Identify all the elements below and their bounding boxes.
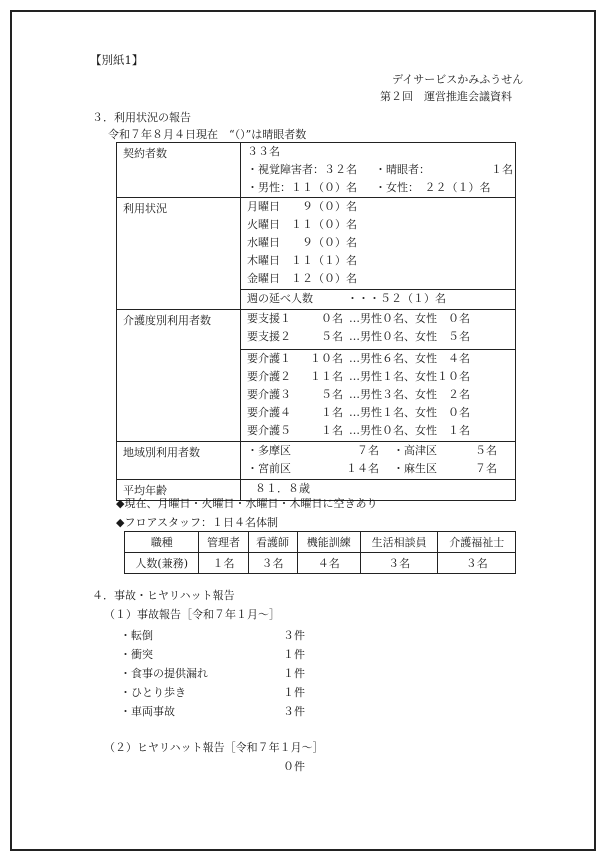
accident-item: ・転倒 — [120, 629, 153, 642]
staff-header: 機能訓練 — [297, 532, 360, 553]
age-label: 平均年齢 — [117, 480, 241, 501]
care-level: 要介護１ — [247, 352, 291, 365]
staff-header: 生活相談員 — [360, 532, 438, 553]
contract-label: 契約者数 — [117, 143, 241, 198]
weekly-row — [241, 290, 515, 308]
care-count: ５名 — [321, 388, 343, 401]
vacancy-note: ◆現在、月曜日・火曜日・水曜日・木曜日に空きあり — [116, 497, 378, 510]
section4-heading: ４．事故・ヒヤリハット報告 — [92, 589, 235, 602]
care-count: ５名 — [321, 330, 343, 343]
staff-value: ３名 — [438, 553, 516, 574]
care-male: …男性０名、 — [349, 330, 415, 343]
accident-item: ・衝突 — [120, 648, 153, 661]
accident-item: ・食事の提供漏れ — [120, 667, 208, 680]
care-male: …男性１名、 — [349, 406, 415, 419]
care-count: １０名 — [310, 352, 343, 365]
day-row: 木曜日 １１（１）名 — [247, 254, 357, 267]
usage-label: 利用状況 — [117, 198, 241, 310]
meeting-title: 第２回 運営推進会議資料 — [380, 90, 512, 103]
care-male: …男性３名、 — [349, 388, 415, 401]
section3-heading: ３．利用状況の報告 — [92, 111, 191, 124]
region-name: ・高津区 — [393, 444, 437, 457]
care-level: 要介護３ — [247, 388, 291, 401]
care-female: 女性 １名 — [415, 424, 470, 437]
region-row — [241, 460, 515, 478]
care-female: 女性 ２名 — [415, 388, 470, 401]
care-level: 要介護５ — [247, 424, 291, 437]
staff-header: 介護福祉士 — [438, 532, 516, 553]
region-count: ５名 — [475, 444, 497, 457]
accident-count: １件 — [283, 648, 305, 661]
accident-heading: （１）事故報告［令和７年１月～］ — [104, 608, 280, 621]
region-count: ７名 — [357, 444, 379, 457]
care-female: 女性 ５名 — [415, 330, 470, 343]
attachment-label: 【別紙1】 — [90, 53, 144, 67]
accident-item: ・ひとり歩き — [120, 686, 186, 699]
accident-count: １件 — [283, 686, 305, 699]
staff-note: ◆フロアスタッフ：１日４名体制 — [116, 516, 279, 529]
hiyari-heading: （２）ヒヤリハット報告［令和７年１月～］ — [104, 741, 324, 754]
care-male: …男性６名、 — [349, 352, 415, 365]
care-level-label: 介護度別利用者数 — [117, 310, 241, 442]
care-row — [241, 404, 515, 422]
staff-header: 看護師 — [248, 532, 297, 553]
care-row — [241, 328, 515, 346]
accident-item: ・車両事故 — [120, 705, 175, 718]
care-female: 女性 ０名 — [415, 406, 470, 419]
day-row: 金曜日 １２（０）名 — [247, 272, 357, 285]
care-male: …男性０名、 — [349, 312, 415, 325]
usage-table — [116, 142, 516, 501]
visually-impaired-count: ・視覚障害者：３２名 — [247, 163, 357, 176]
weekly-value: ・・・５２（１）名 — [347, 292, 446, 305]
care-row — [241, 368, 515, 386]
care-female: 女性１０名 — [415, 370, 470, 383]
accident-count: １件 — [283, 667, 305, 680]
care-male: …男性０名、 — [349, 424, 415, 437]
staff-table — [124, 531, 516, 574]
region-name: ・宮前区 — [247, 462, 291, 475]
region-count: ７名 — [475, 462, 497, 475]
care-male: …男性１名、 — [349, 370, 415, 383]
region-name: ・多摩区 — [247, 444, 291, 457]
care-row — [241, 310, 515, 328]
staff-header: 管理者 — [199, 532, 248, 553]
accident-count: ３件 — [283, 705, 305, 718]
day-row: 水曜日 ９（０）名 — [247, 236, 357, 249]
care-count: １名 — [321, 406, 343, 419]
region-label: 地域別利用者数 — [117, 442, 241, 480]
weekly-label: 週の延べ人数 — [247, 292, 313, 305]
care-row — [241, 422, 515, 440]
contract-gender-row — [241, 179, 515, 197]
date-line: 令和７年８月４日現在 “（）”は晴眼者数 — [108, 128, 307, 141]
care-count: ０名 — [321, 312, 343, 325]
age-value: ８１．８歳 — [255, 482, 310, 495]
hiyari-count: ０件 — [283, 760, 305, 773]
care-row — [241, 386, 515, 404]
care-female: 女性 ０名 — [415, 312, 470, 325]
care-level: 要支援１ — [247, 312, 291, 325]
staff-value: ３名 — [360, 553, 438, 574]
care-female: 女性 ４名 — [415, 352, 470, 365]
care-row — [241, 350, 515, 368]
staff-value: ３名 — [248, 553, 297, 574]
staff-value: 人数(兼務) — [125, 553, 199, 574]
staff-value: １名 — [199, 553, 248, 574]
contract-type-row — [241, 161, 515, 179]
contract-total: ３３名 — [247, 145, 280, 158]
facility-name: デイサービスかみふうせん — [392, 73, 524, 86]
care-level: 要介護４ — [247, 406, 291, 419]
male-count: ・男性：１１（０）名 — [247, 181, 357, 194]
staff-value: ４名 — [297, 553, 360, 574]
region-name: ・麻生区 — [393, 462, 437, 475]
sighted-label: ・晴眼者： — [375, 163, 430, 176]
care-level: 要支援２ — [247, 330, 291, 343]
accident-count: ３件 — [283, 629, 305, 642]
day-row: 月曜日 ９（０）名 — [247, 200, 357, 213]
care-level: 要介護２ — [247, 370, 291, 383]
day-row: 火曜日 １１（０）名 — [247, 218, 357, 231]
female-count: ・女性： ２２（１）名 — [375, 181, 491, 194]
care-count: １名 — [321, 424, 343, 437]
care-count: １１名 — [310, 370, 343, 383]
region-row — [241, 442, 515, 460]
staff-header: 職種 — [125, 532, 199, 553]
region-count: １４名 — [346, 462, 379, 475]
sighted-count: １名 — [491, 163, 513, 176]
